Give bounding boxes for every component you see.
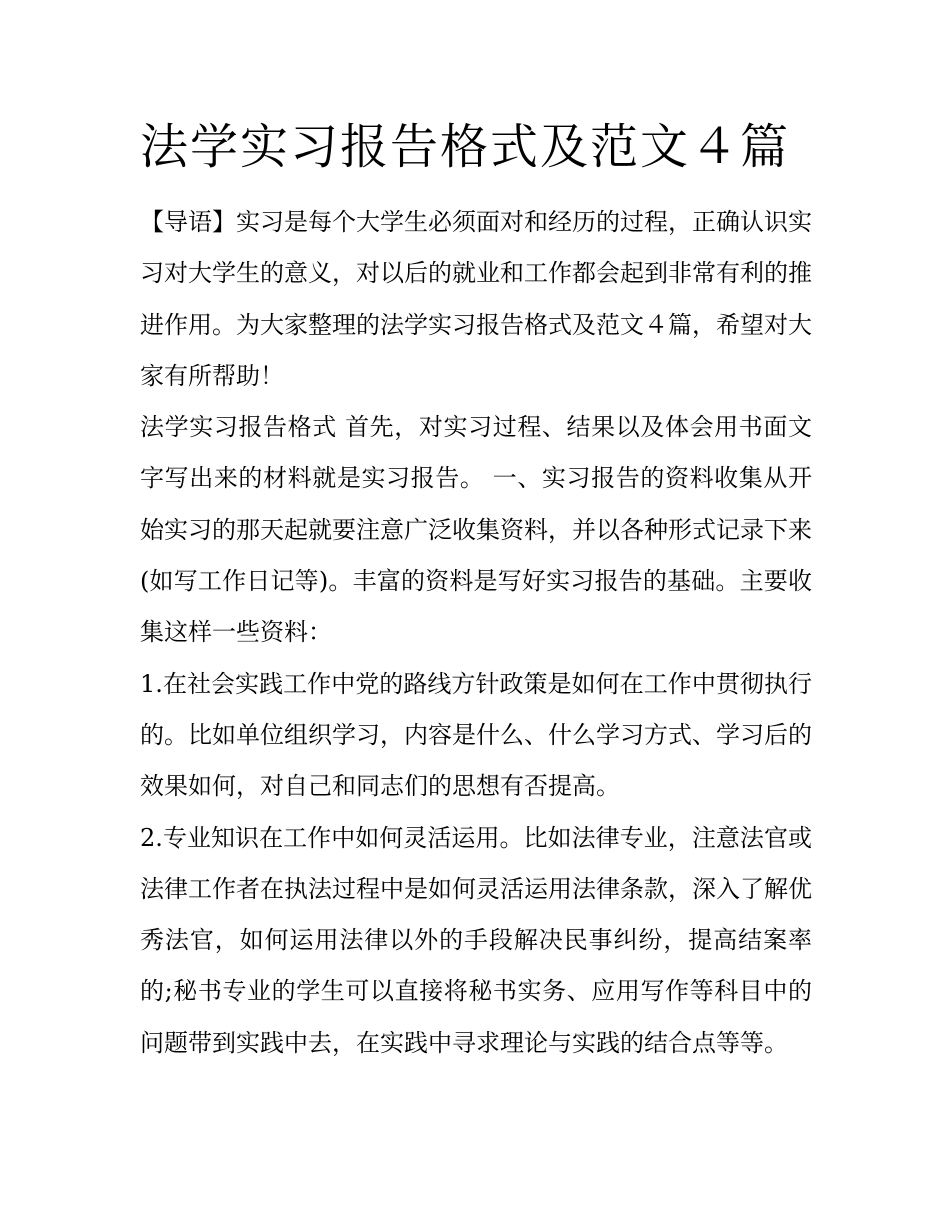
list-item-2: 2.专业知识在工作中如何灵活运用。比如法律专业，注意法官或法律工作者在执法过程中是如何灵活运用法律条款，深入了解优秀法官，如何运用法律以外的手段解决民事纠纷，提高结案率的;秘书专业的学生可以直接将秘书实务、应用写作等科目中的问题带到实践中去，在实践中寻求理论与实践的结合点等等。 — [140, 823, 812, 1057]
format-paragraph: 法学实习报告格式 首先，对实习过程、结果以及体会用书面文字写出来的材料就是实习报告。 一、实习报告的资料收集从开始实习的那天起就要注意广泛收集资料，并以各种形式记录下来(如写工作日记等)。丰富的资料是写好实习报告的基础。主要收集这样一些资料： — [140, 413, 812, 647]
document-body — [140, 197, 812, 1069]
intro-paragraph: 【导语】实习是每个大学生必须面对和经历的过程，正确认识实习对大学生的意义，对以后的就业和工作都会起到非常有利的推进作用。为大家整理的法学实习报告格式及范文４篇，希望对大家有所帮助！ — [140, 208, 812, 390]
document-title: 法学实习报告格式及范文４篇 — [140, 119, 791, 175]
list-item-1: 1.在社会实践工作中党的路线方针政策是如何在工作中贯彻执行的。比如单位组织学习，内容是什么、什么学习方式、学习后的效果如何，对自己和同志们的思想有否提高。 — [140, 669, 812, 801]
